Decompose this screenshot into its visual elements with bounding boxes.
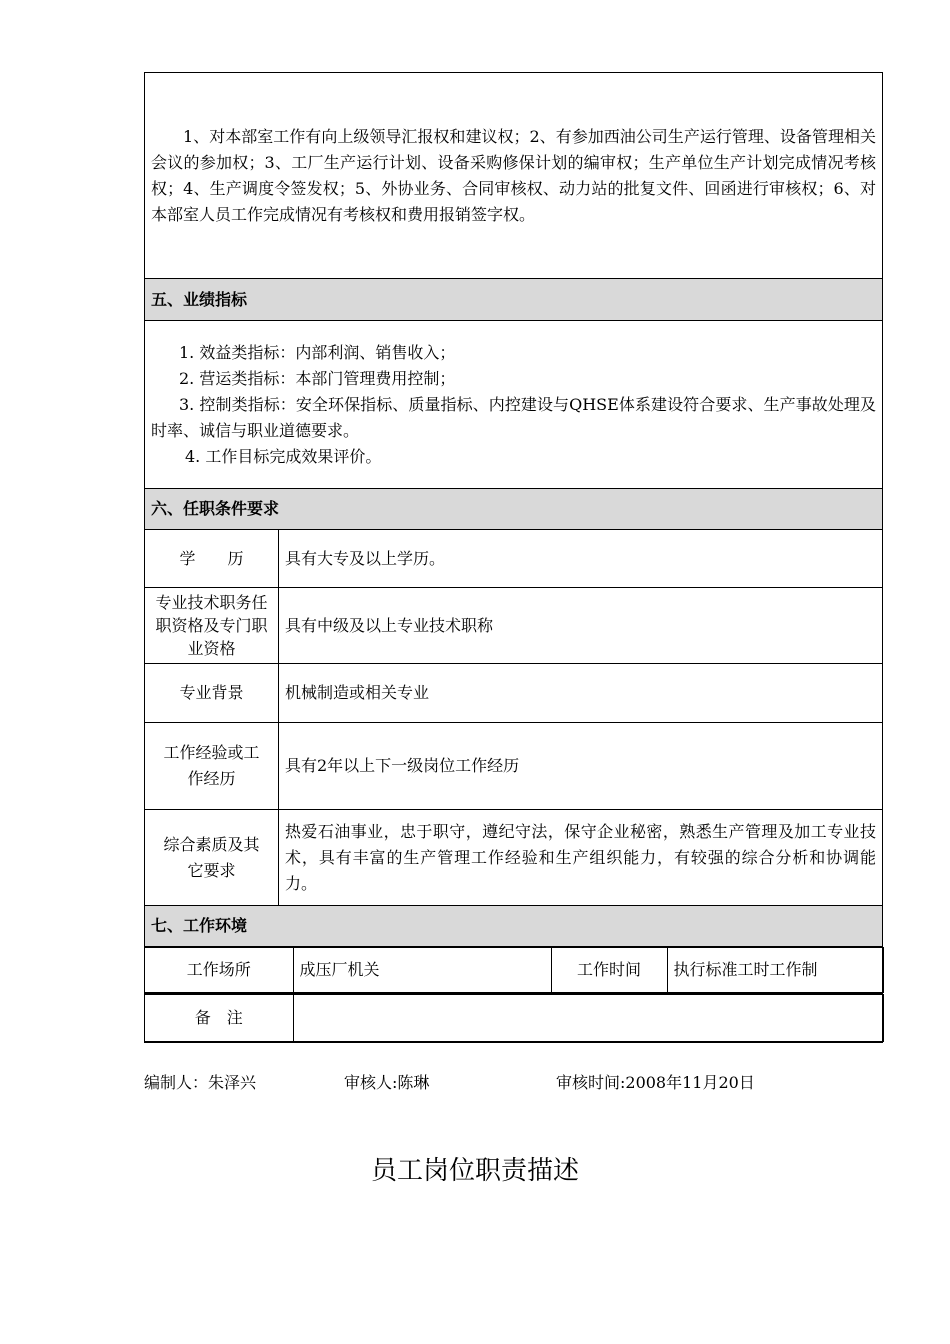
work-env-row (145, 947, 883, 994)
experience-value: 具有2年以上下一级岗位工作经历 (279, 723, 883, 810)
job-description-sheet (144, 72, 882, 1043)
performance-item-3: 3. 控制类指标：安全环保指标、质量指标、内控建设与QHSE体系建设符合要求、生产事故处理及时率、诚信与职业道德要求。 (151, 394, 876, 440)
authority-text: 1、对本部室工作有向上级领导汇报权和建议权；2、有参加西油公司生产运行管理、设备管理相关会议的参加权；3、工厂生产运行计划、设备采购修保计划的编审权；生产单位生产计划完成情况考核权；4、生产调度令签发权；5、外协业务、合同审核权、动力站的批复文件、回函进行审核权；6、对本部室人员工作完成情况有考核权和费用报销签字权。 (145, 73, 883, 279)
major-label: 专业背景 (145, 664, 279, 723)
quality-value: 热爱石油事业，忠于职守，遵纪守法，保守企业秘密，熟悉生产管理及加工专业技术，具有丰富的生产管理工作经验和生产组织能力，有较强的综合分析和协调能力。 (279, 810, 883, 906)
major-value: 机械制造或相关专业 (279, 664, 883, 723)
performance-item-1: 1. 效益类指标：内部利润、销售收入； (179, 342, 456, 362)
section7-title: 七、工作环境 (145, 906, 883, 947)
work-time-value: 执行标准工时工作制 (667, 948, 883, 993)
remark-value (293, 995, 883, 1042)
author: 编制人：朱泽兴 (144, 1073, 257, 1092)
review-date: 审核时间:2008年11月20日 (556, 1073, 755, 1092)
experience-label: 工作经验或工作经历 (145, 723, 279, 810)
reviewer: 审核人:陈琳 (344, 1073, 430, 1092)
performance-list (145, 321, 883, 489)
performance-item-2: 2. 营运类指标：本部门管理费用控制； (179, 368, 456, 388)
remark-label: 备 注 (145, 995, 293, 1042)
qualification-label: 专业技术职务任职资格及专门职业资格 (145, 588, 279, 664)
remark-row (145, 994, 883, 1043)
education-label: 学 历 (145, 530, 279, 588)
qualification-value: 具有中级及以上专业技术职称 (279, 588, 883, 664)
next-page-title: 员工岗位职责描述 (370, 1156, 579, 1186)
work-place-value: 成压厂机关 (293, 948, 551, 993)
section5-title: 五、业绩指标 (145, 279, 883, 321)
section6-title: 六、任职条件要求 (145, 489, 883, 530)
performance-item-4: 4. 工作目标完成效果评价。 (185, 446, 382, 466)
work-time-label: 工作时间 (551, 948, 667, 993)
education-value: 具有大专及以上学历。 (279, 530, 883, 588)
quality-label: 综合素质及其它要求 (145, 810, 279, 906)
work-place-label: 工作场所 (145, 948, 293, 993)
job-table (144, 72, 883, 1043)
